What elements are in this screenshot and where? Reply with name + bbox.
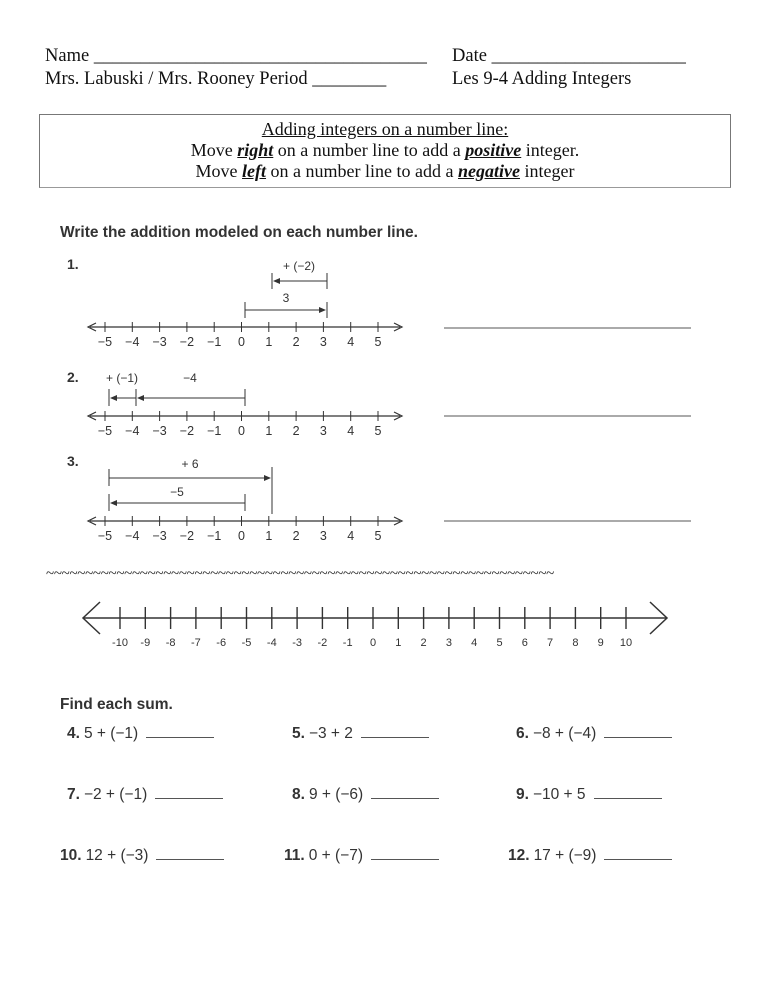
tick-label: 4 [347, 529, 355, 543]
date-blank[interactable]: _____________________ [491, 46, 686, 66]
answer-blank[interactable] [361, 737, 429, 738]
problem2-diagram [88, 371, 402, 438]
tick-label: 5 [374, 335, 382, 349]
tick-label: 5 [374, 424, 382, 438]
lesson-title: Les 9-4 Adding Integers [452, 69, 632, 89]
tick-label: 0 [238, 335, 245, 349]
answer-blank[interactable] [604, 859, 672, 860]
answer-blank[interactable] [146, 737, 214, 738]
problem-number: 6. [516, 725, 529, 742]
tick-label: −3 [152, 335, 167, 349]
tick-label: 10 [619, 637, 633, 649]
tick-label: 7 [547, 637, 554, 649]
problem-number: 10. [60, 847, 82, 864]
tick-group [98, 411, 382, 438]
answer-blank[interactable] [371, 798, 439, 799]
tick-label: -7 [191, 637, 201, 649]
problem-expression: −10 + 5 [532, 786, 586, 803]
tick-label: 9 [597, 637, 604, 649]
problem3-diagram [88, 457, 402, 543]
tick-label: 2 [292, 424, 300, 438]
teacher-names: Mrs. Labuski / Mrs. Rooney Period [45, 69, 308, 89]
tick-label: −2 [179, 424, 195, 438]
rule-keyword: left [242, 161, 267, 181]
vector-label: −4 [183, 371, 197, 385]
tick-label: −3 [152, 424, 167, 438]
tick-group [98, 322, 382, 349]
vector-label: + (−2) [282, 259, 316, 273]
rule-text: integer [524, 161, 575, 181]
tick-label: -1 [342, 637, 353, 649]
answer-blank[interactable] [371, 859, 439, 860]
tick-label: −1 [207, 424, 222, 438]
rule-keyword: positive [465, 140, 522, 160]
problem-expression: −8 + (−4) [532, 725, 597, 742]
tick-group [112, 607, 632, 649]
tick-label: −3 [152, 529, 167, 543]
tick-label: 5 [496, 637, 503, 649]
tick-label: 2 [420, 637, 427, 649]
vector-label: 3 [282, 291, 290, 305]
problem-expression: 12 + (−3) [85, 847, 149, 864]
tick-label: 6 [521, 637, 528, 649]
tick-label: 2 [292, 335, 300, 349]
problem-expression: 0 + (−7) [308, 847, 363, 864]
period-blank[interactable]: ________ [312, 69, 387, 89]
sum-problem-4 [67, 725, 214, 743]
tick-label: 0 [238, 424, 245, 438]
answer-blank[interactable] [155, 798, 223, 799]
tick-label: 3 [445, 637, 452, 649]
tick-label: −1 [207, 529, 222, 543]
section2-instruction: Find each sum. [60, 696, 173, 713]
tick-label: −5 [97, 529, 113, 543]
problem-expression: −2 + (−1) [83, 786, 148, 803]
tick-label: 0 [369, 637, 377, 649]
sum-problem-8 [292, 786, 439, 804]
rule-text: on a number line to add a [270, 161, 454, 181]
tick-label: 1 [265, 529, 273, 543]
answer-blank[interactable] [604, 737, 672, 738]
squiggle-divider: ~~~~~~~~~~~~~~~~~~~~~~~~~~~~~~~~~~~~~~~~~~~~~~~~~~~~~~~~~~~~~~~~~ [46, 566, 554, 582]
tick-label: 4 [347, 424, 355, 438]
sum-problem-11 [284, 847, 439, 865]
tick-label: −4 [125, 529, 140, 543]
tick-label: 2 [292, 529, 300, 543]
problem1-diagram [88, 259, 402, 349]
sum-problem-6 [516, 725, 672, 743]
problem-number: 5. [292, 725, 305, 742]
tick-label: -2 [317, 637, 328, 649]
sum-problem-7 [67, 786, 223, 804]
tick-label: -3 [292, 637, 302, 649]
sum-problem-12 [508, 847, 672, 865]
tick-label: −1 [207, 335, 222, 349]
rule-keyword: negative [457, 161, 520, 181]
rule-title: Adding integers on a number line: [261, 119, 509, 139]
tick-label: 1 [265, 424, 273, 438]
tick-label: −5 [97, 424, 113, 438]
tick-label: -4 [266, 637, 277, 649]
answer-blank[interactable] [156, 859, 224, 860]
tick-label: 1 [395, 637, 402, 649]
tick-label: -5 [241, 637, 252, 649]
tick-label: 3 [319, 424, 327, 438]
problem-number: 7. [67, 786, 80, 803]
reference-number-line [0, 590, 768, 660]
problem-number: 1. [67, 256, 79, 272]
tick-label: 8 [572, 637, 579, 649]
vector-label: + (−1) [105, 371, 139, 385]
tick-label: -10 [112, 637, 128, 649]
tick-label: 4 [347, 335, 355, 349]
problem-number: 8. [292, 786, 305, 803]
tick-label: -8 [165, 637, 176, 649]
tick-label: 3 [319, 335, 327, 349]
problem-number: 3. [67, 453, 79, 469]
rule-keyword: right [237, 140, 274, 160]
section1-instruction: Write the addition modeled on each number line. [60, 224, 418, 241]
name-label: Name [45, 46, 90, 66]
problem-expression: −3 + 2 [308, 725, 353, 742]
tick-label: 5 [374, 529, 382, 543]
tick-label: 1 [265, 335, 273, 349]
name-blank[interactable]: ____________________________________ [93, 46, 427, 66]
rule-text: Move [190, 140, 233, 160]
tick-label: −4 [125, 335, 140, 349]
tick-label: 0 [238, 529, 245, 543]
rule-text: Move [195, 161, 238, 181]
problem-number: 11. [284, 847, 305, 864]
vector-label: −5 [170, 485, 184, 499]
problem-expression: 5 + (−1) [83, 725, 139, 742]
problem-expression: 9 + (−6) [308, 786, 364, 803]
tick-group [98, 516, 382, 543]
sum-problem-5 [292, 725, 429, 743]
rule-text: integer. [525, 140, 580, 160]
problem-number: 4. [67, 725, 80, 742]
problem-number: 2. [67, 369, 79, 385]
tick-label: -6 [216, 637, 227, 649]
problem-number: 9. [516, 786, 529, 803]
answer-blank[interactable] [594, 798, 662, 799]
problem-number: 12. [508, 847, 530, 864]
tick-label: −4 [125, 424, 140, 438]
tick-label: 4 [471, 637, 478, 649]
tick-label: −5 [97, 335, 113, 349]
problem-expression: 17 + (−9) [533, 847, 597, 864]
tick-label: −2 [179, 529, 195, 543]
date-label: Date [452, 46, 487, 66]
tick-label: -9 [140, 637, 151, 649]
tick-label: −2 [179, 335, 195, 349]
vector-label: + 6 [181, 457, 199, 471]
sum-problem-10 [60, 847, 224, 865]
rule-text: on a number line to add a [277, 140, 461, 160]
sum-problem-9 [516, 786, 662, 804]
tick-label: 3 [319, 529, 327, 543]
